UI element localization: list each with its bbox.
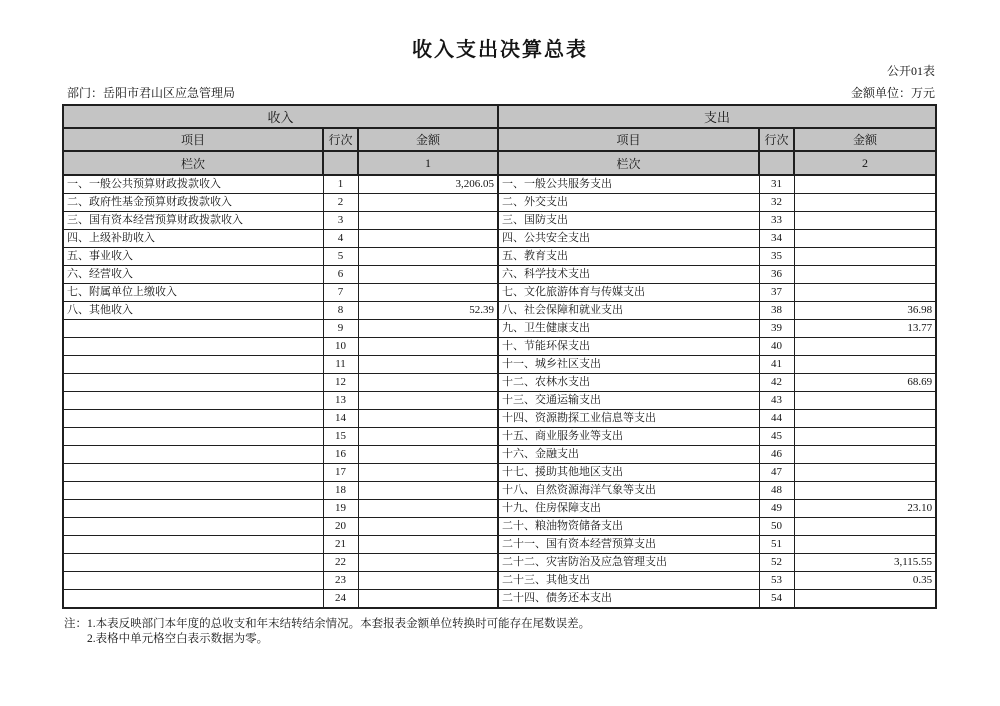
expense-rowno-cell: 49 <box>759 500 794 518</box>
income-amount-cell <box>358 194 498 212</box>
income-lanci-rowno-cell <box>323 151 358 175</box>
expense-item-cell: 一、一般公共服务支出 <box>498 175 759 194</box>
income-item-cell <box>63 356 323 374</box>
income-amount-cell <box>358 518 498 536</box>
income-rowno-cell: 3 <box>323 212 358 230</box>
income-item-cell: 四、上级补助收入 <box>63 230 323 248</box>
income-rowno-cell: 1 <box>323 175 358 194</box>
income-rowno-cell: 5 <box>323 248 358 266</box>
expense-item-cell: 十九、住房保障支出 <box>498 500 759 518</box>
table-row <box>63 230 936 248</box>
expense-rowno-cell: 48 <box>759 482 794 500</box>
income-item-cell <box>63 572 323 590</box>
income-amount-cell <box>358 410 498 428</box>
expense-amount-cell: 23.10 <box>794 500 936 518</box>
income-amount-header: 金额 <box>358 128 498 151</box>
table-code: 公开01表 <box>886 64 935 78</box>
income-item-cell <box>63 446 323 464</box>
income-lanci-label: 栏次 <box>63 151 323 175</box>
income-rowno-cell: 24 <box>323 590 358 609</box>
income-item-cell <box>63 410 323 428</box>
income-rowno-cell: 2 <box>323 194 358 212</box>
expense-rowno-cell: 51 <box>759 536 794 554</box>
expense-rowno-cell: 54 <box>759 590 794 609</box>
income-item-cell <box>63 518 323 536</box>
meta-line <box>62 84 935 101</box>
expense-rowno-cell: 46 <box>759 446 794 464</box>
income-rowno-cell: 18 <box>323 482 358 500</box>
income-column-number: 1 <box>358 151 498 175</box>
expense-item-cell: 二十三、其他支出 <box>498 572 759 590</box>
expense-rowno-cell: 32 <box>759 194 794 212</box>
table-row <box>63 590 936 609</box>
expense-amount-cell <box>794 338 936 356</box>
table-body <box>63 175 936 608</box>
expense-rowno-cell: 53 <box>759 572 794 590</box>
expense-item-cell: 十八、自然资源海洋气象等支出 <box>498 482 759 500</box>
table-row <box>63 518 936 536</box>
table-row <box>63 536 936 554</box>
income-item-cell: 五、事业收入 <box>63 248 323 266</box>
expense-rowno-cell: 40 <box>759 338 794 356</box>
income-amount-cell <box>358 572 498 590</box>
expense-item-cell: 十四、资源勘探工业信息等支出 <box>498 410 759 428</box>
expense-item-cell: 二十二、灾害防治及应急管理支出 <box>498 554 759 572</box>
table-row <box>63 464 936 482</box>
income-item-cell <box>63 374 323 392</box>
expense-amount-cell <box>794 446 936 464</box>
expense-amount-cell <box>794 266 936 284</box>
income-rowno-cell: 17 <box>323 464 358 482</box>
expense-item-cell: 三、国防支出 <box>498 212 759 230</box>
income-item-cell: 一、一般公共预算财政拨款收入 <box>63 175 323 194</box>
income-rowno-cell: 9 <box>323 320 358 338</box>
income-item-cell <box>63 428 323 446</box>
expense-item-cell: 十一、城乡社区支出 <box>498 356 759 374</box>
expense-amount-cell <box>794 212 936 230</box>
income-item-cell: 八、其他收入 <box>63 302 323 320</box>
income-item-header: 项目 <box>63 128 323 151</box>
expense-amount-cell <box>794 482 936 500</box>
expense-amount-cell <box>794 230 936 248</box>
expense-amount-cell: 3,115.55 <box>794 554 936 572</box>
column-header-row <box>63 128 936 151</box>
expense-item-cell: 十六、金融支出 <box>498 446 759 464</box>
income-rowno-cell: 10 <box>323 338 358 356</box>
table-row <box>63 302 936 320</box>
income-item-cell: 三、国有资本经营预算财政拨款收入 <box>63 212 323 230</box>
income-rowno-cell: 20 <box>323 518 358 536</box>
table-row <box>63 410 936 428</box>
table-row <box>63 194 936 212</box>
expense-amount-cell <box>794 175 936 194</box>
income-amount-cell <box>358 536 498 554</box>
expense-amount-cell: 0.35 <box>794 572 936 590</box>
table-row <box>63 482 936 500</box>
income-item-cell: 七、附属单位上缴收入 <box>63 284 323 302</box>
table-row <box>63 428 936 446</box>
expense-amount-cell <box>794 392 936 410</box>
expense-amount-cell <box>794 518 936 536</box>
expense-item-cell: 二十、粮油物资储备支出 <box>498 518 759 536</box>
income-item-cell <box>63 338 323 356</box>
page-title: 收入支出决算总表 <box>412 39 588 61</box>
expense-amount-cell <box>794 410 936 428</box>
unit-label: 金额单位：万元 <box>850 86 935 100</box>
table-row <box>63 248 936 266</box>
income-rowno-cell: 15 <box>323 428 358 446</box>
expense-rowno-cell: 35 <box>759 248 794 266</box>
expense-rowno-cell: 44 <box>759 410 794 428</box>
income-item-cell: 二、政府性基金预算财政拨款收入 <box>63 194 323 212</box>
expense-item-cell: 十、节能环保支出 <box>498 338 759 356</box>
expense-rowno-cell: 33 <box>759 212 794 230</box>
table-row <box>63 212 936 230</box>
expense-item-cell: 八、社会保障和就业支出 <box>498 302 759 320</box>
expense-item-cell: 十二、农林水支出 <box>498 374 759 392</box>
expense-amount-header: 金额 <box>794 128 936 151</box>
expense-section-header: 支出 <box>498 105 936 128</box>
expense-column-number: 2 <box>794 151 936 175</box>
income-amount-cell <box>358 374 498 392</box>
income-amount-cell <box>358 248 498 266</box>
expense-item-cell: 十七、援助其他地区支出 <box>498 464 759 482</box>
income-rowno-cell: 11 <box>323 356 358 374</box>
expense-rowno-header: 行次 <box>759 128 794 151</box>
expense-rowno-cell: 38 <box>759 302 794 320</box>
income-rowno-cell: 4 <box>323 230 358 248</box>
expense-item-header: 项目 <box>498 128 759 151</box>
income-item-cell <box>63 590 323 609</box>
income-amount-cell <box>358 338 498 356</box>
table-row <box>63 554 936 572</box>
expense-item-cell: 九、卫生健康支出 <box>498 320 759 338</box>
expense-rowno-cell: 43 <box>759 392 794 410</box>
expense-rowno-cell: 47 <box>759 464 794 482</box>
table-row <box>63 374 936 392</box>
income-amount-cell <box>358 212 498 230</box>
section-header-row <box>63 105 936 128</box>
income-rowno-cell: 12 <box>323 374 358 392</box>
table-row <box>63 500 936 518</box>
expense-amount-cell: 36.98 <box>794 302 936 320</box>
expense-amount-cell <box>794 536 936 554</box>
department-label: 部门：岳阳市君山区应急管理局 <box>67 86 236 100</box>
expense-amount-cell <box>794 356 936 374</box>
expense-item-cell: 十五、商业服务业等支出 <box>498 428 759 446</box>
income-amount-cell <box>358 230 498 248</box>
income-amount-cell <box>358 446 498 464</box>
income-rowno-cell: 8 <box>323 302 358 320</box>
expense-rowno-cell: 39 <box>759 320 794 338</box>
table-row <box>63 284 936 302</box>
expense-item-cell: 二、外交支出 <box>498 194 759 212</box>
expense-rowno-cell: 36 <box>759 266 794 284</box>
expense-item-cell: 六、科学技术支出 <box>498 266 759 284</box>
expense-rowno-cell: 45 <box>759 428 794 446</box>
expense-item-cell: 七、文化旅游体育与传媒支出 <box>498 284 759 302</box>
expense-rowno-cell: 34 <box>759 230 794 248</box>
table-row <box>63 356 936 374</box>
income-rowno-cell: 14 <box>323 410 358 428</box>
expense-item-cell: 十三、交通运输支出 <box>498 392 759 410</box>
table-row <box>63 446 936 464</box>
expense-lanci-rowno-cell <box>759 151 794 175</box>
income-item-cell <box>63 482 323 500</box>
income-rowno-cell: 21 <box>323 536 358 554</box>
income-amount-cell: 3,206.05 <box>358 175 498 194</box>
income-amount-cell <box>358 464 498 482</box>
footnotes <box>64 617 590 647</box>
income-rowno-header: 行次 <box>323 128 358 151</box>
income-rowno-cell: 13 <box>323 392 358 410</box>
expense-item-cell: 二十一、国有资本经营预算支出 <box>498 536 759 554</box>
expense-amount-cell <box>794 194 936 212</box>
income-amount-cell <box>358 554 498 572</box>
expense-item-cell: 二十四、债务还本支出 <box>498 590 759 609</box>
table-row <box>63 266 936 284</box>
expense-rowno-cell: 31 <box>759 175 794 194</box>
expense-rowno-cell: 50 <box>759 518 794 536</box>
table-row <box>63 320 936 338</box>
income-item-cell <box>63 554 323 572</box>
column-index-row <box>63 151 936 175</box>
table-row <box>63 572 936 590</box>
income-amount-cell <box>358 482 498 500</box>
expense-amount-cell <box>794 284 936 302</box>
income-amount-cell <box>358 266 498 284</box>
income-amount-cell <box>358 356 498 374</box>
expense-amount-cell: 13.77 <box>794 320 936 338</box>
expense-amount-cell: 68.69 <box>794 374 936 392</box>
expense-amount-cell <box>794 248 936 266</box>
income-item-cell <box>63 536 323 554</box>
income-amount-cell <box>358 428 498 446</box>
income-amount-cell: 52.39 <box>358 302 498 320</box>
expense-rowno-cell: 42 <box>759 374 794 392</box>
income-item-cell <box>63 392 323 410</box>
income-rowno-cell: 6 <box>323 266 358 284</box>
income-amount-cell <box>358 320 498 338</box>
income-section-header: 收入 <box>63 105 498 128</box>
income-rowno-cell: 16 <box>323 446 358 464</box>
income-amount-cell <box>358 284 498 302</box>
expense-rowno-cell: 52 <box>759 554 794 572</box>
income-item-cell <box>63 464 323 482</box>
expense-amount-cell <box>794 428 936 446</box>
income-amount-cell <box>358 392 498 410</box>
expense-rowno-cell: 37 <box>759 284 794 302</box>
income-item-cell: 六、经营收入 <box>63 266 323 284</box>
income-amount-cell <box>358 590 498 609</box>
table-row <box>63 338 936 356</box>
table-row <box>63 175 936 194</box>
note-line-1: 注：1.本表反映部门本年度的总收支和年末结转结余情况。本套报表金额单位转换时可能存在尾数误差。 <box>64 618 591 630</box>
income-rowno-cell: 23 <box>323 572 358 590</box>
expense-amount-cell <box>794 464 936 482</box>
income-item-cell <box>63 500 323 518</box>
final-accounts-table <box>62 104 937 609</box>
table-row <box>63 392 936 410</box>
expense-rowno-cell: 41 <box>759 356 794 374</box>
income-rowno-cell: 22 <box>323 554 358 572</box>
expense-lanci-label: 栏次 <box>498 151 759 175</box>
expense-amount-cell <box>794 590 936 609</box>
expense-item-cell: 四、公共安全支出 <box>498 230 759 248</box>
income-rowno-cell: 7 <box>323 284 358 302</box>
income-amount-cell <box>358 500 498 518</box>
expense-item-cell: 五、教育支出 <box>498 248 759 266</box>
income-rowno-cell: 19 <box>323 500 358 518</box>
note-line-2: 2.表格中单元格空白表示数据为零。 <box>87 633 269 645</box>
income-item-cell <box>63 320 323 338</box>
